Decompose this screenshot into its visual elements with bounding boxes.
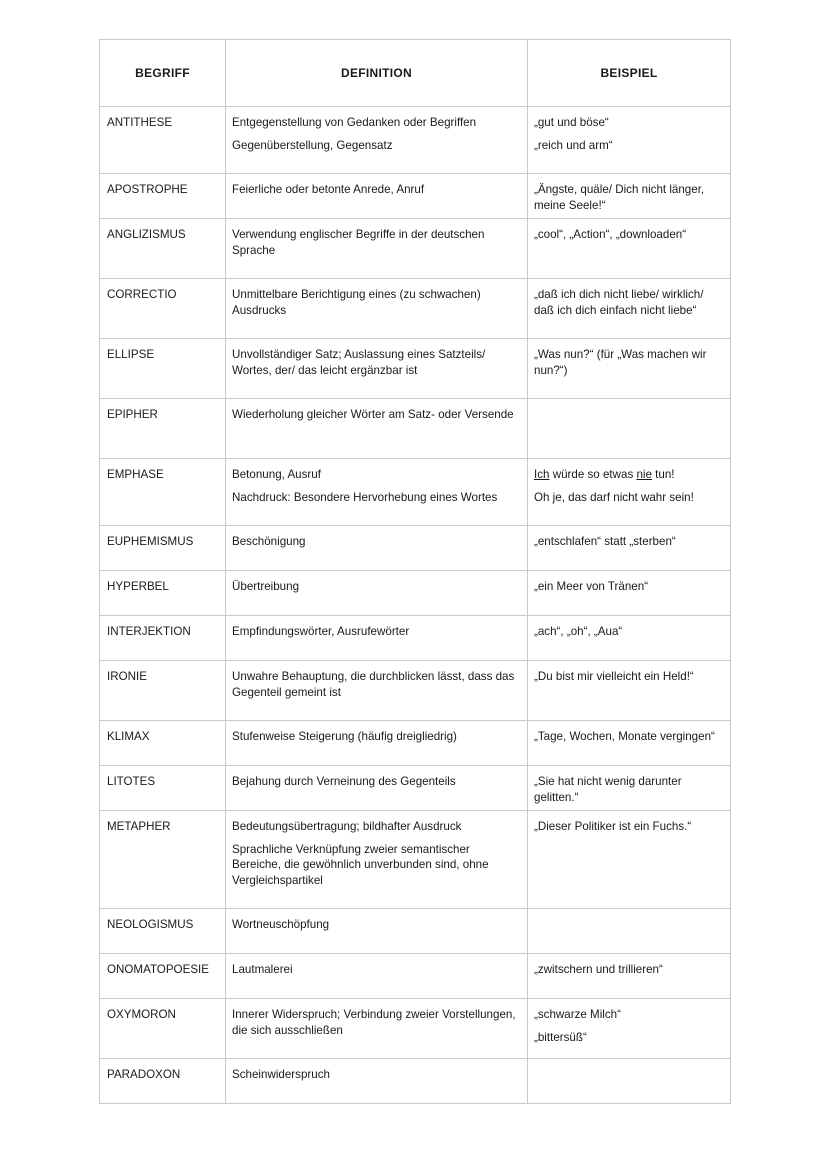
definition-line: Gegenüberstellung, Gegensatz <box>232 138 393 152</box>
example-cell <box>528 107 731 174</box>
example-line: „Dieser Politiker ist ein Fuchs.“ <box>534 820 692 833</box>
example-line: „zwitschern und trillieren“ <box>534 963 663 976</box>
table-row <box>100 811 731 909</box>
example-line: „schwarze Milch“ <box>534 1008 621 1021</box>
table-row <box>100 526 731 571</box>
definition-line: Übertreibung <box>232 580 300 593</box>
example-cell <box>528 174 731 219</box>
definition-cell <box>226 219 528 279</box>
example-cell <box>528 811 731 909</box>
table-row <box>100 279 731 339</box>
example-fragment: würde so etwas <box>549 468 637 481</box>
definition-line: Stufenweise Steigerung (häufig dreigliedrig) <box>232 730 457 743</box>
term-cell: INTERJEKTION <box>100 616 226 661</box>
table-row <box>100 339 731 399</box>
header-definition: DEFINITION <box>226 40 528 107</box>
example-line: „Ängste, quäle/ Dich nicht länger, meine Seele!“ <box>534 183 705 212</box>
definition-line: Wortneuschöpfung <box>232 918 330 931</box>
definition-line: Sprachliche Verknüpfung zweier semantischer Bereiche, die gewöhnlich unverbunden sind, ohne Vergleichspartikel <box>232 842 489 887</box>
term-cell: HYPERBEL <box>100 571 226 616</box>
definition-line: Wiederholung gleicher Wörter am Satz- oder Versende <box>232 408 514 421</box>
stilmittel-table <box>99 39 731 1104</box>
term-cell: KLIMAX <box>100 721 226 766</box>
definition-line: Bejahung durch Verneinung des Gegenteils <box>232 775 456 788</box>
example-cell <box>528 721 731 766</box>
term-cell: NEOLOGISMUS <box>100 909 226 954</box>
definition-line: Scheinwiderspruch <box>232 1068 330 1081</box>
definition-cell <box>226 571 528 616</box>
example-fragment: tun! <box>651 468 675 481</box>
definition-line: Unwahre Behauptung, die durchblicken lässt, dass das Gegenteil gemeint ist <box>232 670 515 699</box>
definition-cell <box>226 526 528 571</box>
definition-cell <box>226 399 528 459</box>
example-line: „Was nun?“ (für „Was machen wir nun?“) <box>534 348 707 377</box>
term-cell: EMPHASE <box>100 459 226 526</box>
definition-cell <box>226 339 528 399</box>
table-row <box>100 571 731 616</box>
definition-line: Nachdruck: Besondere Hervorhebung eines Wortes <box>232 490 498 504</box>
term-cell: CORRECTIO <box>100 279 226 339</box>
header-beispiel: BEISPIEL <box>528 40 731 107</box>
table-row <box>100 174 731 219</box>
definition-line: Innerer Widerspruch; Verbindung zweier Vorstellungen, die sich ausschließen <box>232 1008 516 1037</box>
definition-cell <box>226 766 528 811</box>
definition-line: Feierliche oder betonte Anrede, Anruf <box>232 183 425 196</box>
underlined-word: Ich <box>534 468 550 481</box>
table-row <box>100 107 731 174</box>
example-line: „Tage, Wochen, Monate vergingen“ <box>534 730 715 743</box>
header-begriff: BEGRIFF <box>100 40 226 107</box>
definition-cell <box>226 616 528 661</box>
table-row <box>100 954 731 999</box>
example-line: Oh je, das darf nicht wahr sein! <box>534 490 694 504</box>
example-cell <box>528 909 731 954</box>
definition-line: Betonung, Ausruf <box>232 468 321 481</box>
term-cell: ANTITHESE <box>100 107 226 174</box>
definition-line: Bedeutungsübertragung; bildhafter Ausdruck <box>232 820 462 833</box>
table-row <box>100 399 731 459</box>
definition-line: Beschönigung <box>232 535 306 548</box>
term-cell: ANGLIZISMUS <box>100 219 226 279</box>
definition-cell <box>226 721 528 766</box>
definition-cell <box>226 1059 528 1104</box>
definition-cell <box>226 954 528 999</box>
table-row <box>100 766 731 811</box>
term-cell: EPIPHER <box>100 399 226 459</box>
term-cell: ELLIPSE <box>100 339 226 399</box>
example-line: „Du bist mir vielleicht ein Held!“ <box>534 670 694 683</box>
example-cell <box>528 279 731 339</box>
example-line: „bittersüß“ <box>534 1030 587 1044</box>
definition-line: Unvollständiger Satz; Auslassung eines Satzteils/ Wortes, der/ das leicht ergänzbar ist <box>232 348 486 377</box>
table-row <box>100 999 731 1059</box>
definition-line: Empfindungswörter, Ausrufewörter <box>232 625 410 638</box>
example-cell <box>528 999 731 1059</box>
example-line: „cool“, „Action“, „downloaden“ <box>534 228 687 241</box>
term-cell: PARADOXON <box>100 1059 226 1104</box>
table-header-row <box>100 40 731 107</box>
term-cell: METAPHER <box>100 811 226 909</box>
example-line: „Sie hat nicht wenig darunter gelitten.“ <box>534 775 682 804</box>
document-page <box>99 39 730 1104</box>
definition-cell <box>226 999 528 1059</box>
definition-cell <box>226 661 528 721</box>
example-cell <box>528 459 731 526</box>
definition-line: Lautmalerei <box>232 963 293 976</box>
example-cell <box>528 1059 731 1104</box>
definition-cell <box>226 174 528 219</box>
term-cell: IRONIE <box>100 661 226 721</box>
example-cell <box>528 766 731 811</box>
example-cell <box>528 616 731 661</box>
table-row <box>100 909 731 954</box>
table-row <box>100 721 731 766</box>
term-cell: ONOMATOPOESIE <box>100 954 226 999</box>
term-cell: EUPHEMISMUS <box>100 526 226 571</box>
example-line: „gut und böse“ <box>534 116 609 129</box>
example-line: „daß ich dich nicht liebe/ wirklich/ daß ich dich einfach nicht liebe“ <box>534 288 704 317</box>
definition-cell <box>226 811 528 909</box>
definition-cell <box>226 107 528 174</box>
example-cell <box>528 571 731 616</box>
term-cell: APOSTROPHE <box>100 174 226 219</box>
definition-cell <box>226 279 528 339</box>
definition-cell <box>226 909 528 954</box>
table-row <box>100 219 731 279</box>
example-line: „ein Meer von Tränen“ <box>534 580 649 593</box>
example-line: „reich und arm“ <box>534 138 613 152</box>
example-cell <box>528 219 731 279</box>
example-cell <box>528 526 731 571</box>
definition-line: Unmittelbare Berichtigung eines (zu schwachen) Ausdrucks <box>232 288 481 317</box>
example-cell <box>528 399 731 459</box>
table-row <box>100 616 731 661</box>
term-cell: OXYMORON <box>100 999 226 1059</box>
definition-cell <box>226 459 528 526</box>
example-line: „ach“, „oh“, „Aua“ <box>534 625 623 638</box>
definition-line: Entgegenstellung von Gedanken oder Begriffen <box>232 116 477 129</box>
term-cell: LITOTES <box>100 766 226 811</box>
example-cell <box>528 339 731 399</box>
example-cell <box>528 661 731 721</box>
table-row <box>100 459 731 526</box>
definition-line: Verwendung englischer Begriffe in der deutschen Sprache <box>232 228 485 257</box>
table-row <box>100 1059 731 1104</box>
example-line: „entschlafen“ statt „sterben“ <box>534 535 676 548</box>
table-row <box>100 661 731 721</box>
underlined-word: nie <box>636 468 652 481</box>
example-line <box>534 467 724 483</box>
example-cell <box>528 954 731 999</box>
